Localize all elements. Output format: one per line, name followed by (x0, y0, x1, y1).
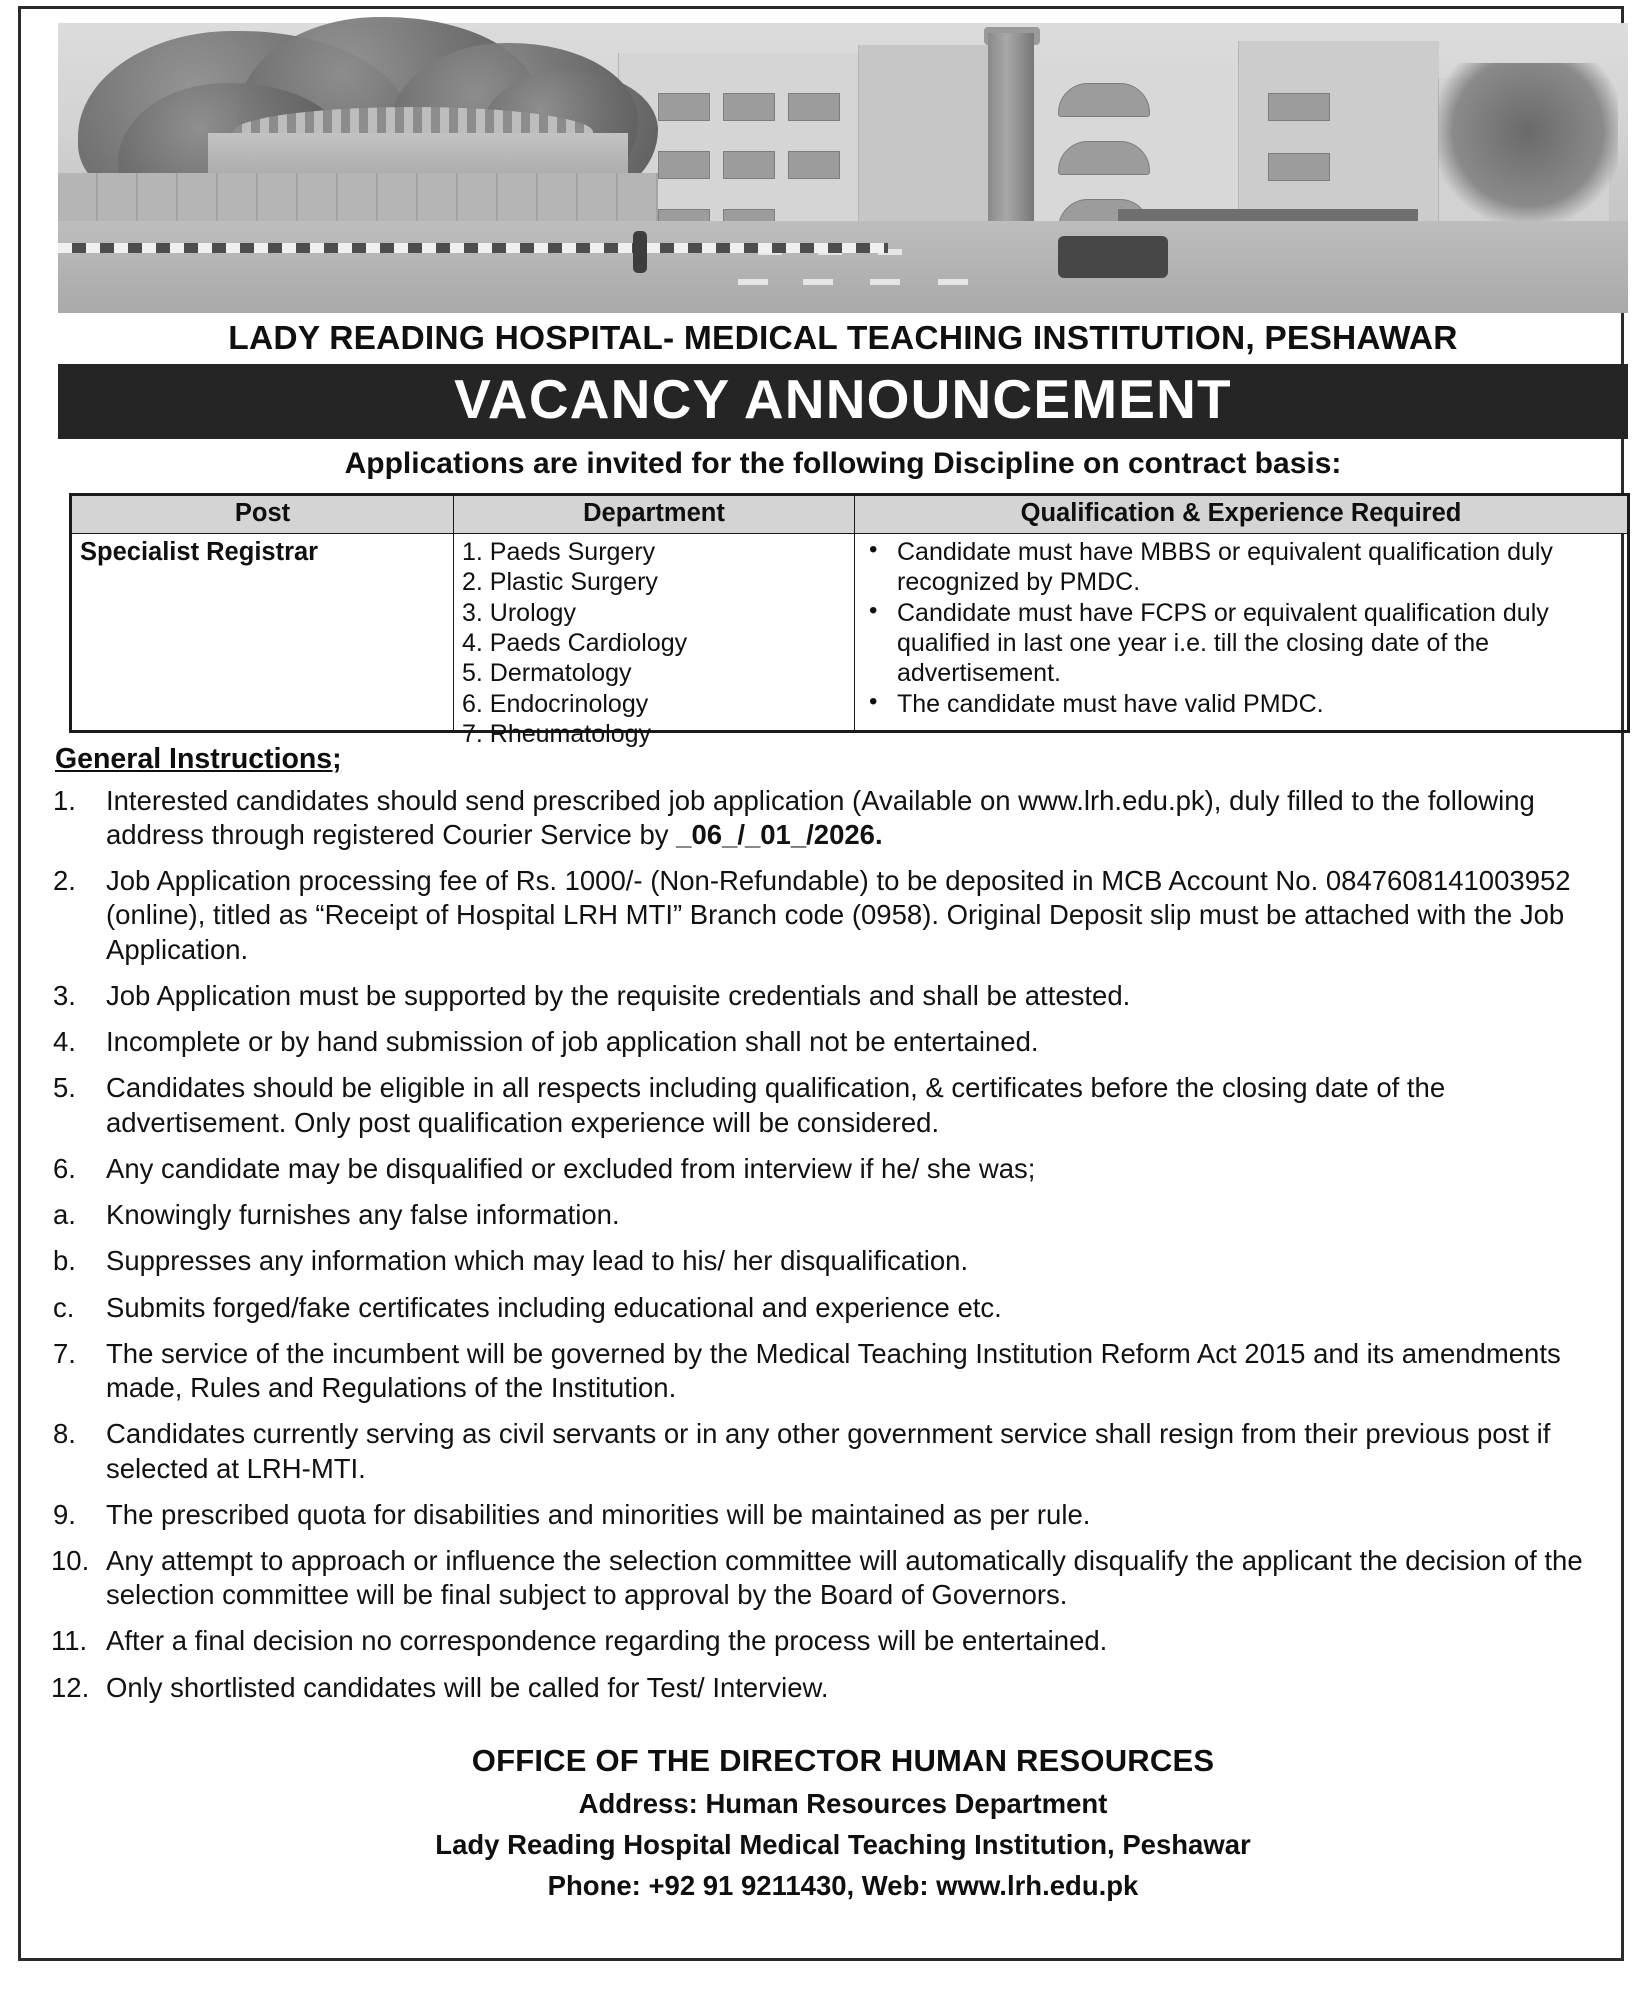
column-header-qualification: Qualification & Experience Required (855, 494, 1629, 533)
footer-contact: Phone: +92 91 9211430, Web: www.lrh.edu.pk (547, 1869, 1139, 1901)
instruction-marker: 2. (53, 865, 76, 897)
instruction-marker: 1. (53, 784, 76, 816)
instruction-marker: 5. (53, 1072, 76, 1104)
instruction-text: Interested candidates should send prescribed job application (Available on www.lrh.edu.pk), duly filled to the following address through registered Courier Service by (106, 784, 1535, 850)
instruction-item (51, 1198, 1616, 1232)
instruction-text: The prescribed quota for disabilities and minorities will be maintained as per rule. (106, 1498, 1091, 1530)
qualification-item: • The candidate must have valid PMDC. (863, 689, 1619, 719)
cell-qualification (855, 533, 1629, 731)
instruction-text: Suppresses any information which may lead to his/ her disqualification. (106, 1245, 969, 1277)
instruction-item (51, 864, 1616, 967)
instruction-text: Any attempt to approach or influence the selection committee will automatically disqualify the applicant the decision of the selection committee will be final subject to approval by the Board of Governors. (106, 1544, 1583, 1611)
footer-institution: Lady Reading Hospital Medical Teaching Institution, Peshawar (435, 1828, 1251, 1860)
photo-window (1058, 83, 1150, 117)
instruction-marker: 8. (53, 1418, 76, 1450)
photo-window (658, 151, 710, 179)
department-item: 4. Paeds Cardiology (462, 628, 688, 657)
page-border-frame (18, 6, 1624, 1961)
vacancy-announcement-banner: VACANCY ANNOUNCEMENT (58, 364, 1628, 439)
general-instructions-list (51, 784, 1616, 1705)
instruction-marker: 11. (51, 1625, 88, 1657)
instruction-item (51, 1671, 1616, 1705)
instruction-text: After a final decision no correspondence regarding the process will be entertained. (106, 1625, 1108, 1657)
department-item: 1. Paeds Surgery (462, 537, 656, 566)
instruction-text: The service of the incumbent will be governed by the Medical Teaching Institution Reform Act 2015 and its amendments made, Rules and Regulations of the Institution. (106, 1337, 1561, 1404)
table-row (71, 533, 1629, 731)
organization-title: LADY READING HOSPITAL- MEDICAL TEACHING INSTITUTION, PESHAWAR (228, 320, 1458, 357)
instruction-item (51, 1025, 1616, 1059)
instruction-item (51, 1498, 1616, 1532)
department-item: 7. Rheumatology (462, 720, 652, 748)
column-header-post: Post (71, 494, 454, 533)
instruction-marker: a. (53, 1199, 76, 1231)
instruction-text: Incomplete or by hand submission of job application shall not be entertained. (106, 1026, 1039, 1058)
instruction-marker: 12. (51, 1671, 90, 1703)
photo-window (1058, 141, 1150, 175)
general-instructions-heading: General Instructions; (55, 742, 342, 775)
instruction-marker: b. (53, 1245, 76, 1277)
instruction-marker: 9. (53, 1498, 76, 1530)
instruction-text: Knowingly furnishes any false information. (106, 1199, 620, 1231)
post-title: Specialist Registrar (80, 537, 319, 566)
instruction-marker: 4. (53, 1026, 76, 1058)
instruction-item (51, 1291, 1616, 1325)
footer-address: Address: Human Resources Department (578, 1787, 1108, 1819)
department-item: 2. Plastic Surgery (462, 568, 658, 597)
footer-office-title: OFFICE OF THE DIRECTOR HUMAN RESOURCES (471, 1742, 1215, 1778)
cell-post (71, 533, 454, 731)
instruction-text: Job Application processing fee of Rs. 1000/- (Non-Refundable) to be deposited in MCB Account No. 0847608141003952 (online), titled as “Receipt of Hospital LRH MTI” Branch code (0958). Original Deposit slip must be attached with the Job Application. (106, 865, 1571, 965)
instruction-item (51, 1244, 1616, 1278)
instruction-marker: 3. (53, 979, 76, 1011)
vacancy-table (69, 493, 1630, 748)
instruction-item (51, 1152, 1616, 1186)
invitation-line: Applications are invited for the following Discipline on contract basis: (344, 446, 1342, 480)
instruction-text: Submits forged/fake certificates including educational and experience etc. (106, 1291, 1002, 1323)
table-header-row (71, 494, 1629, 533)
department-item: 5. Dermatology (462, 659, 632, 688)
instruction-text: Candidates currently serving as civil servants or in any other government service shall resign from their previous post if selected at LRH-MTI. (106, 1418, 1551, 1484)
page-content (51, 23, 1635, 1911)
department-item: 6. Endocrinology (462, 689, 649, 718)
contact-footer (51, 1743, 1635, 1902)
instruction-deadline-date: _06_/_01_/2026. (676, 818, 883, 850)
department-item: 3. Urology (462, 598, 576, 627)
instruction-text: Job Application must be supported by the requisite credentials and shall be attested. (106, 979, 1131, 1011)
instruction-marker: 7. (53, 1337, 76, 1369)
instruction-item (51, 1071, 1616, 1139)
instruction-item (51, 784, 1616, 852)
qualification-item: • Candidate must have MBBS or equivalent qualification duly recognized by PMDC. (863, 537, 1619, 598)
instruction-item (51, 979, 1616, 1013)
hospital-photo (58, 23, 1628, 313)
photo-window (1268, 93, 1330, 121)
photo-window (658, 93, 710, 121)
photo-road (58, 221, 1628, 313)
instruction-text: Only shortlisted candidates will be called for Test/ Interview. (106, 1671, 829, 1703)
instruction-marker: c. (53, 1291, 75, 1323)
photo-kerb (58, 243, 888, 253)
photo-pedestrian (633, 231, 647, 273)
qualification-list (863, 537, 1619, 719)
instruction-marker: 6. (53, 1152, 76, 1184)
department-list (462, 537, 846, 750)
instruction-item (51, 1624, 1616, 1658)
instruction-text: Candidates should be eligible in all respects including qualification, & certificates before the closing date of the advertisement. Only post qualification experience will be considered. (106, 1072, 1446, 1138)
photo-window (1268, 153, 1330, 181)
instruction-marker: 10. (51, 1544, 90, 1576)
cell-department (454, 533, 855, 748)
photo-window (723, 151, 775, 179)
qualification-item: • Candidate must have FCPS or equivalent qualification duly qualified in last one year i.e. till the closing date of the advertisement. (863, 598, 1619, 689)
instruction-item (51, 1337, 1616, 1405)
instruction-text: Any candidate may be disqualified or excluded from interview if he/ she was; (106, 1152, 1036, 1184)
photo-window (788, 93, 840, 121)
photo-palm-tree (1438, 63, 1618, 233)
photo-window (788, 151, 840, 179)
photo-window (723, 93, 775, 121)
photo-motorcycles (1058, 236, 1168, 278)
instruction-item (51, 1417, 1616, 1485)
instruction-item (51, 1544, 1616, 1612)
column-header-department: Department (454, 494, 855, 533)
